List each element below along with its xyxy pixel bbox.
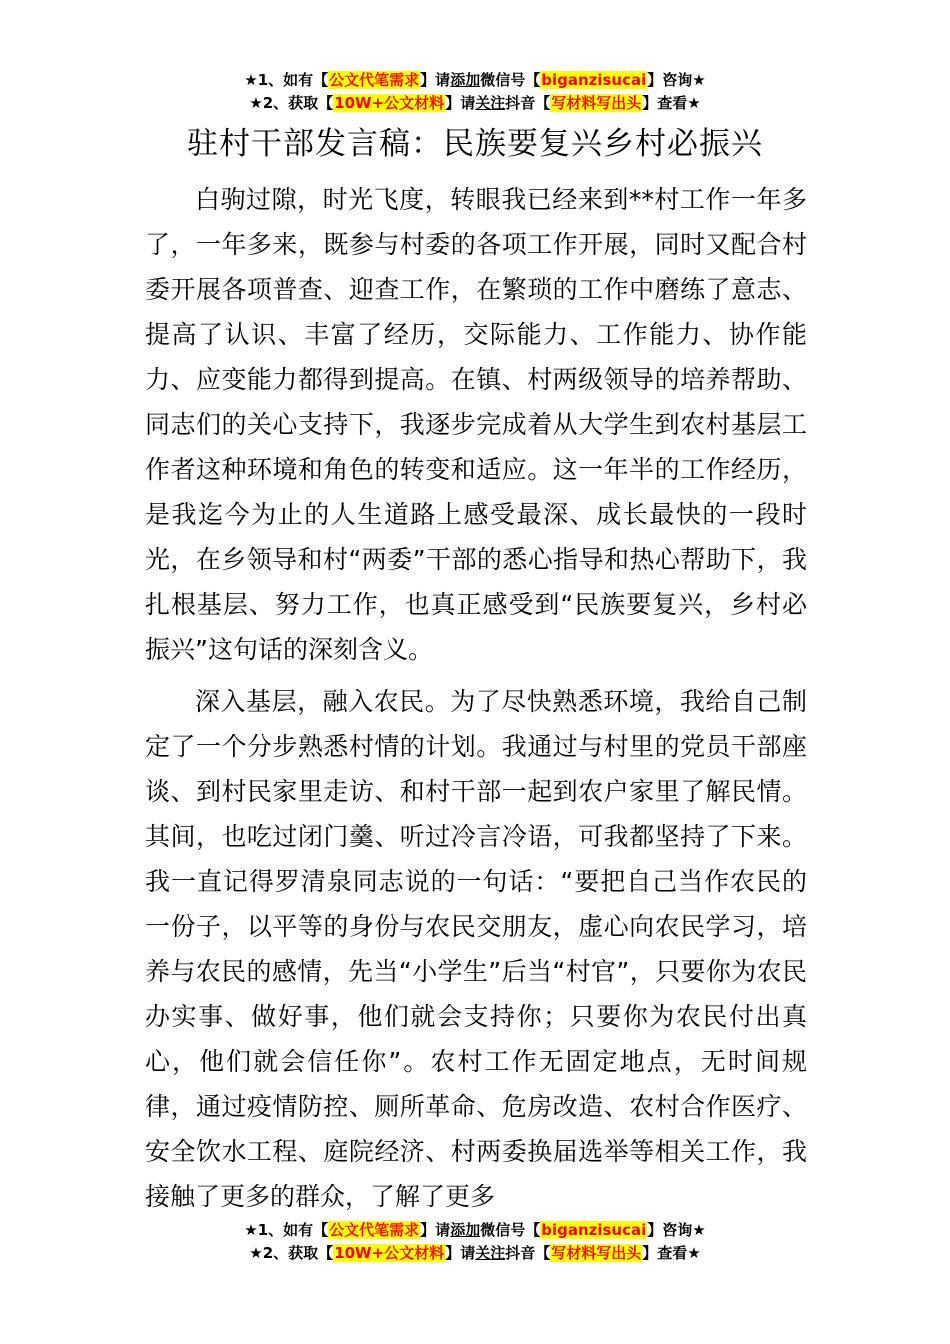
promo-line-2: [0, 1242, 950, 1265]
promo-text: 】查看★: [642, 1244, 701, 1262]
promo-text: 】请: [420, 71, 451, 89]
promo-line-2: [0, 92, 950, 115]
promo-underlined: 关注: [475, 1244, 506, 1262]
promo-line-1: [0, 1219, 950, 1242]
promo-text: 微信号【: [480, 71, 541, 89]
promo-highlight: 10W+公文材料: [334, 1244, 445, 1262]
bottom-promo-banner: [0, 1219, 950, 1265]
promo-text: 】请: [445, 1244, 476, 1262]
promo-text: ★2、获取【: [249, 1244, 334, 1262]
promo-highlight: 公文代笔需求: [329, 1221, 420, 1239]
promo-douyin-account: 写材料写出头: [551, 94, 642, 112]
promo-text: 微信号【: [480, 1221, 541, 1239]
promo-underlined: 关注: [475, 94, 506, 112]
paragraph: 白驹过隙，时光飞度，转眼我已经来到**村工作一年多了，一年多来，既参与村委的各项工作开展，同时又配合村委开展各项普查、迎查工作，在繁琐的工作中磨练了意志、提高了认识、丰富了经历，交际能力、工作能力、协作能力、应变能力都得到提高。在镇、村两级领导的培养帮助、同志们的关心支持下，我逐步完成着从大学生到农村基层工作者这种环境和角色的转变和适应。这一年半的工作经历，是我迄今为止的人生道路上感受最深、成长最快的一段时光，在乡领导和村“两委”干部的悉心指导和热心帮助下，我扎根基层、努力工作，也真正感受到“民族要复兴，乡村必振兴”这句话的深刻含义。: [145, 185, 807, 664]
promo-underlined: 添加: [450, 1221, 481, 1239]
promo-text: 】查看★: [642, 94, 701, 112]
promo-highlight: 公文代笔需求: [329, 71, 420, 89]
promo-text: 】请: [420, 1221, 451, 1239]
promo-douyin-account: 写材料写出头: [551, 1244, 642, 1262]
paragraph: 深入基层，融入农民。为了尽快熟悉环境，我给自己制定了一个分步熟悉村情的计划。我通过与村里的党员干部座谈、到村民家里走访、和村干部一起到农户家里了解民情。其间，也吃过闭门羹、听过冷言冷语，可我都坚持了下来。我一直记得罗清泉同志说的一句话：“要把自己当作农民的一份子，以平等的身份与农民交朋友，虚心向农民学习，培养与农民的感情，先当“小学生”后当“村官”，只要你为农民办实事、做好事，他们就会支持你；只要你为农民付出真心，他们就会信任你”。农村工作无固定地点，无时间规律，通过疫情防控、厕所革命、危房改造、农村合作医疗、安全饮水工程、庭院经济、村两委换届选举等相关工作，我接触了更多的群众，了解了更多: [145, 687, 807, 1211]
promo-wechat-id: biganzisucai: [541, 1221, 647, 1239]
promo-wechat-id: biganzisucai: [541, 71, 647, 89]
top-promo-banner: [0, 69, 950, 115]
promo-text: ★1、如有【: [244, 1221, 329, 1239]
promo-underlined: 添加: [450, 71, 481, 89]
promo-highlight: 10W+公文材料: [334, 94, 445, 112]
promo-text: ★1、如有【: [244, 71, 329, 89]
promo-text: 】咨询★: [647, 1221, 706, 1239]
promo-line-1: [0, 69, 950, 92]
promo-text: 】请: [445, 94, 476, 112]
document-body: [145, 177, 807, 672]
promo-text: 】咨询★: [647, 71, 706, 89]
document-body: [145, 679, 807, 1219]
document-title: 驻村干部发言稿：民族要复兴乡村必振兴: [187, 126, 763, 162]
promo-text: 抖音【: [505, 94, 551, 112]
promo-text: 抖音【: [505, 1244, 551, 1262]
promo-text: ★2、获取【: [249, 94, 334, 112]
